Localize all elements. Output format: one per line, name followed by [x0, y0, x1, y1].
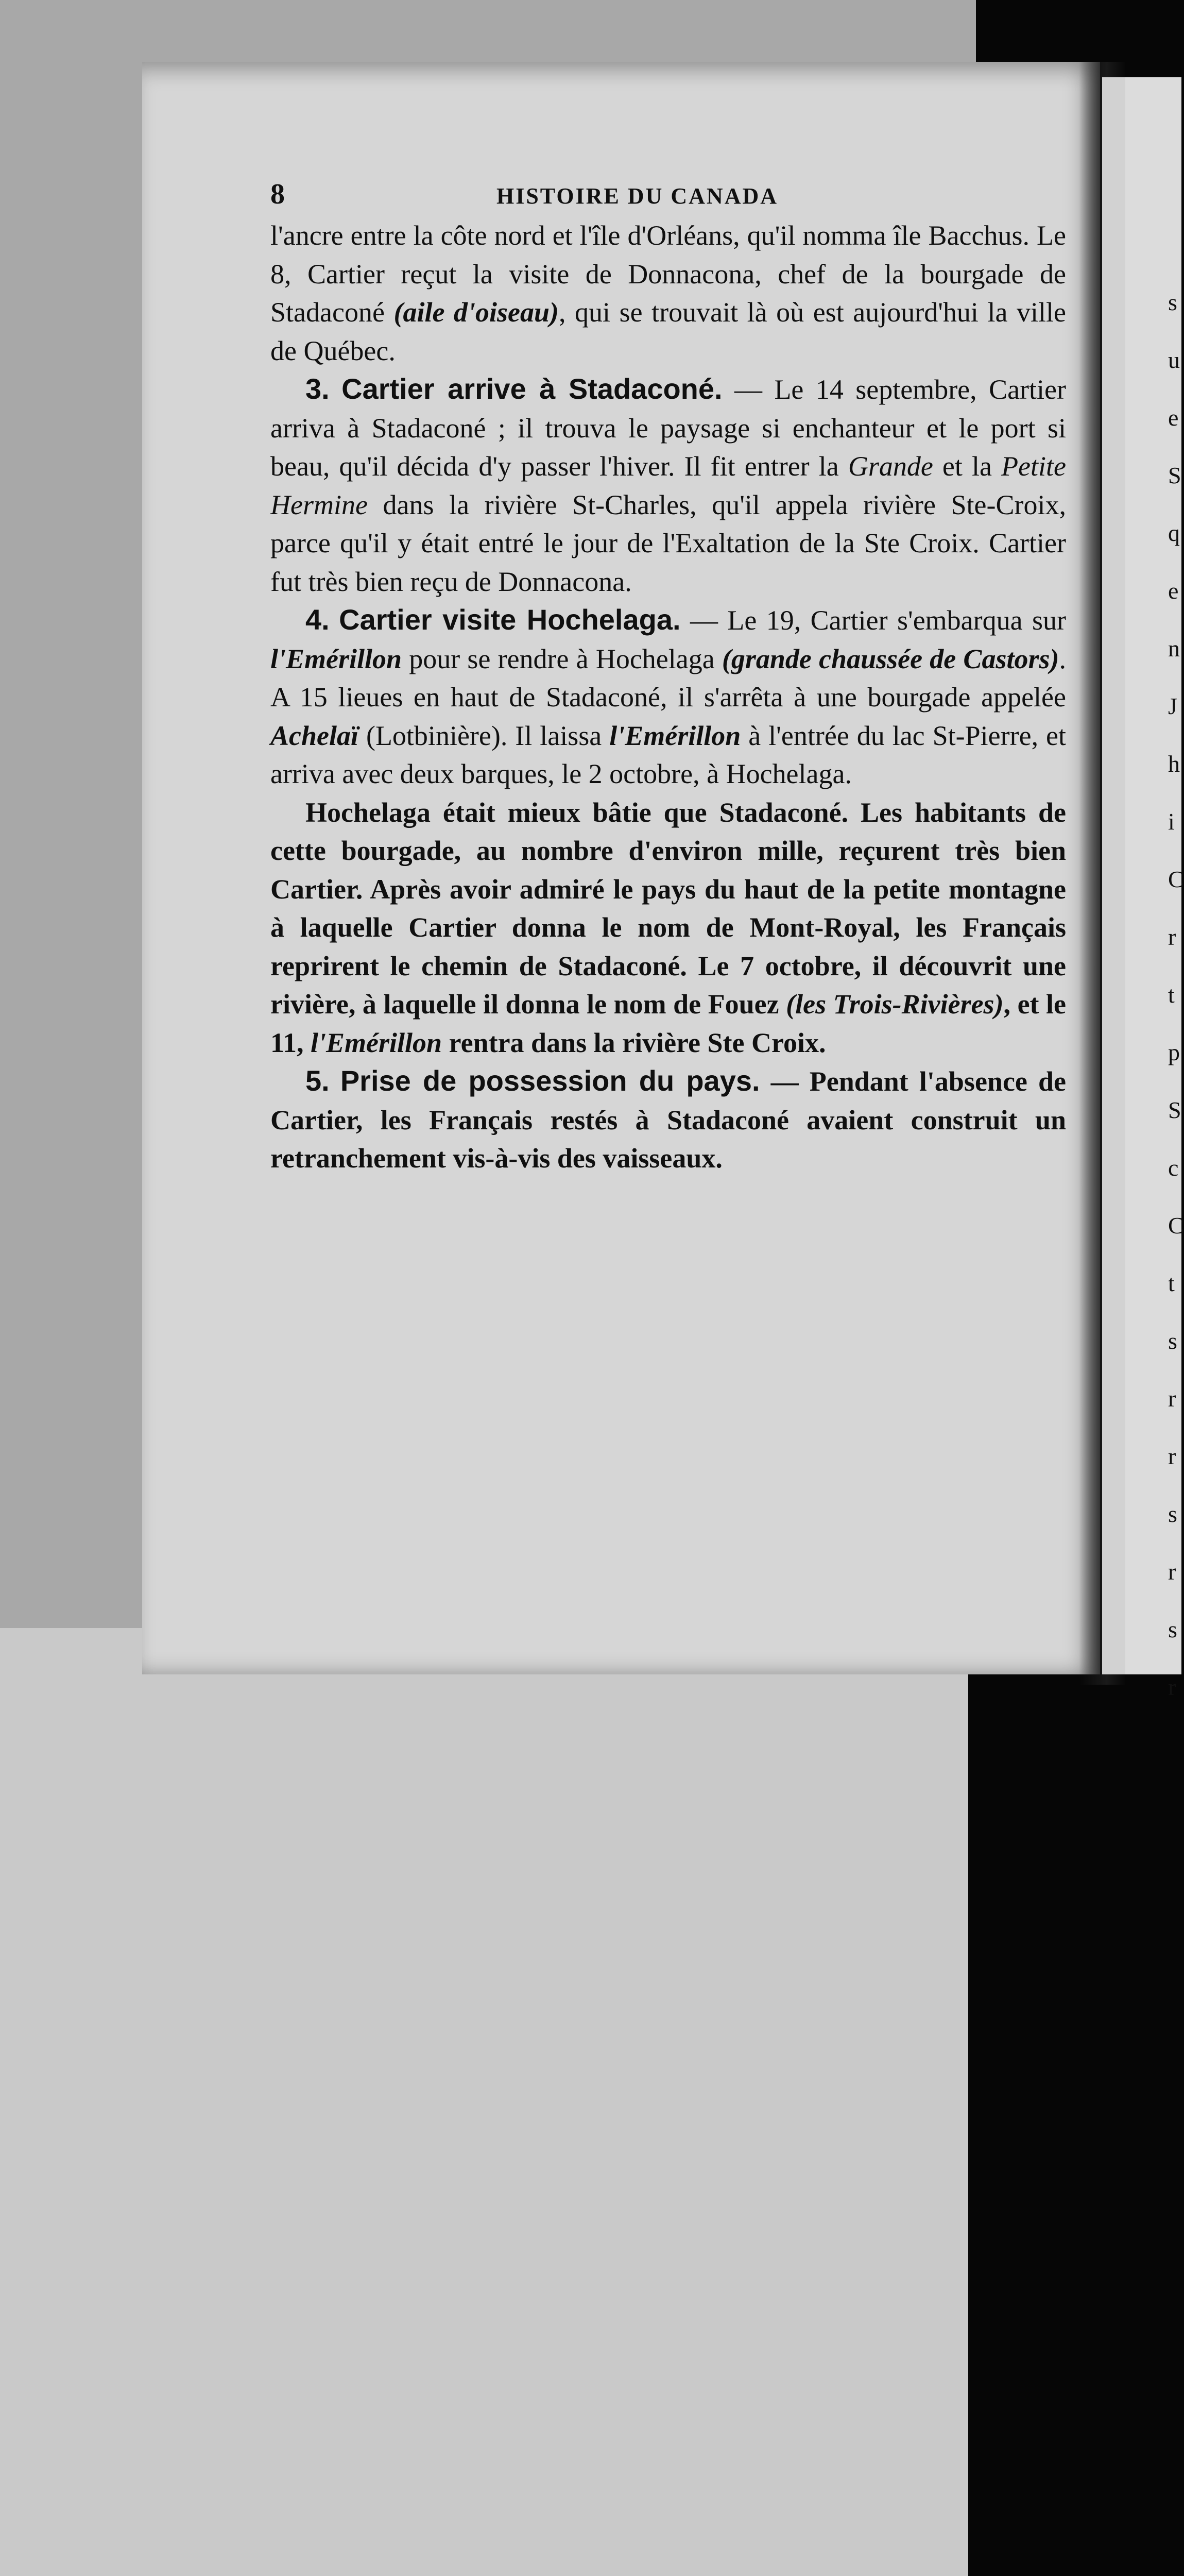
section-4-paragraph [270, 601, 1066, 793]
section-3-paragraph [270, 370, 1066, 601]
running-title: HISTOIRE DU CANADA [496, 183, 779, 209]
text-run: . A 15 lieues en haut de Stadaconé, il s'arrêta à une bourgade appelée [270, 643, 1066, 713]
text-run: pour se rendre à Hochelaga [402, 643, 722, 674]
running-head [270, 175, 1066, 216]
section-title: Prise de possession du pays. [340, 1064, 760, 1097]
facing-page-letter: r [1168, 1674, 1176, 1700]
text-run: — Le 19, Cartier s'embarqua sur [680, 605, 1067, 636]
text-run: dans la rivière St-Charles, qu'il appela rivière Ste-Croix, parce qu'il y était entré le jour de l'Exaltation de la Ste Croix. Cartier fut très bien reçu de Donnacona. [270, 489, 1066, 597]
section-title: Cartier visite Hochelaga. [339, 603, 681, 636]
italic-run: Achelaï [270, 720, 358, 751]
text-run: et la [933, 451, 1002, 482]
facing-page-letter: p [1168, 1039, 1180, 1065]
page-stack-edge-inner [0, 1628, 968, 2576]
paragraph-continuation [270, 216, 1066, 370]
facing-page-letter: r [1168, 1443, 1176, 1469]
italic-run: l'Emérillon [270, 643, 402, 674]
facing-page-letter: s [1168, 1616, 1177, 1642]
italic-run: (les Trois-Rivières) [786, 989, 1004, 1020]
facing-page-letter: e [1168, 578, 1179, 604]
page-text [270, 175, 1066, 1178]
italic-run: (aile d'oiseau) [393, 297, 559, 328]
facing-page-letter: J [1168, 693, 1177, 719]
facing-page-letter: r [1168, 1558, 1176, 1585]
hochelaga-paragraph [270, 793, 1066, 1062]
facing-page-letter: r [1168, 924, 1176, 950]
facing-page-letter: c [1168, 1155, 1179, 1181]
facing-page-letter: n [1168, 635, 1180, 662]
facing-page-letter: i [1168, 808, 1175, 835]
section-number: 3. [305, 372, 330, 405]
page-number: 8 [270, 178, 285, 210]
facing-page-letter: S [1168, 462, 1181, 488]
facing-page-letter: u [1168, 347, 1180, 373]
facing-page-letter: t [1168, 1270, 1175, 1296]
section-number: 4. [305, 603, 330, 636]
facing-page-letter: s [1168, 1501, 1177, 1527]
facing-page-letter: t [1168, 981, 1175, 1008]
facing-page-letter: C [1168, 866, 1184, 892]
facing-page-letter: h [1168, 751, 1180, 777]
section-5-paragraph [270, 1062, 1066, 1178]
section-title: Cartier arrive à Stadaconé. [341, 372, 723, 405]
italic-run: l'Emérillon [609, 720, 741, 751]
facing-page-letter: S [1168, 1097, 1181, 1123]
italic-run: l'Emérillon [311, 1027, 442, 1058]
text-run: rentra dans la rivière Ste Croix. [442, 1027, 826, 1058]
italic-run: Grande [848, 451, 933, 482]
facing-page-letter: r [1168, 1385, 1176, 1412]
section-number: 5. [305, 1064, 330, 1097]
text-run: — Le 14 septembre, Cartier arriva à Stadaconé ; il trouva le paysage si enchanteur et le port si beau, qu'il décida d'y passer l'hiver. Il fit entrer la [270, 374, 1066, 482]
facing-page-letter: s [1168, 289, 1177, 315]
text-run: , et le 11, [270, 989, 1067, 1058]
facing-page-letter: C [1168, 1212, 1184, 1239]
facing-page-letter: s [1168, 1328, 1177, 1354]
text-run: à l'entrée du lac St-Pierre, et arriva avec deux barques, le 2 octobre, à Hochelaga. [270, 720, 1067, 789]
text-run: , qui se trouvait là où est aujourd'hui la ville de Québec. [270, 297, 1066, 366]
text-run: Hochelaga était mieux bâtie que Stadaconé. Les habitants de cette bourgade, au nombre d'environ mille, reçurent très bien Cartier. Après avoir admiré le pays du haut de la petite montagne à laquelle Cartier donna le nom de Mont-Royal, les Français reprirent le chemin de Stadaconé. Le 7 octobre, il découvrit une rivière, à laquelle il donna le nom de Fouez [270, 796, 1066, 1020]
text-run: l'ancre entre la côte nord et l'île d'Orléans, qu'il nomma île Bacchus. Le 8, Cartier reçut la visite de Donnacona, chef de la bourgade de Stadaconé [270, 220, 1066, 328]
italic-run: Petite Hermine [270, 451, 1066, 520]
facing-page-letter: e [1168, 404, 1179, 431]
text-run: — Pendant l'absence de Cartier, les Français restés à Stadaconé avaient construit un retranchement vis-à-vis des vaisseaux. [270, 1066, 1066, 1174]
facing-page-letter: q [1168, 520, 1180, 546]
italic-run: (grande chaussée de Castors) [722, 643, 1059, 674]
text-run: (Lotbinière). Il laissa [358, 720, 610, 751]
